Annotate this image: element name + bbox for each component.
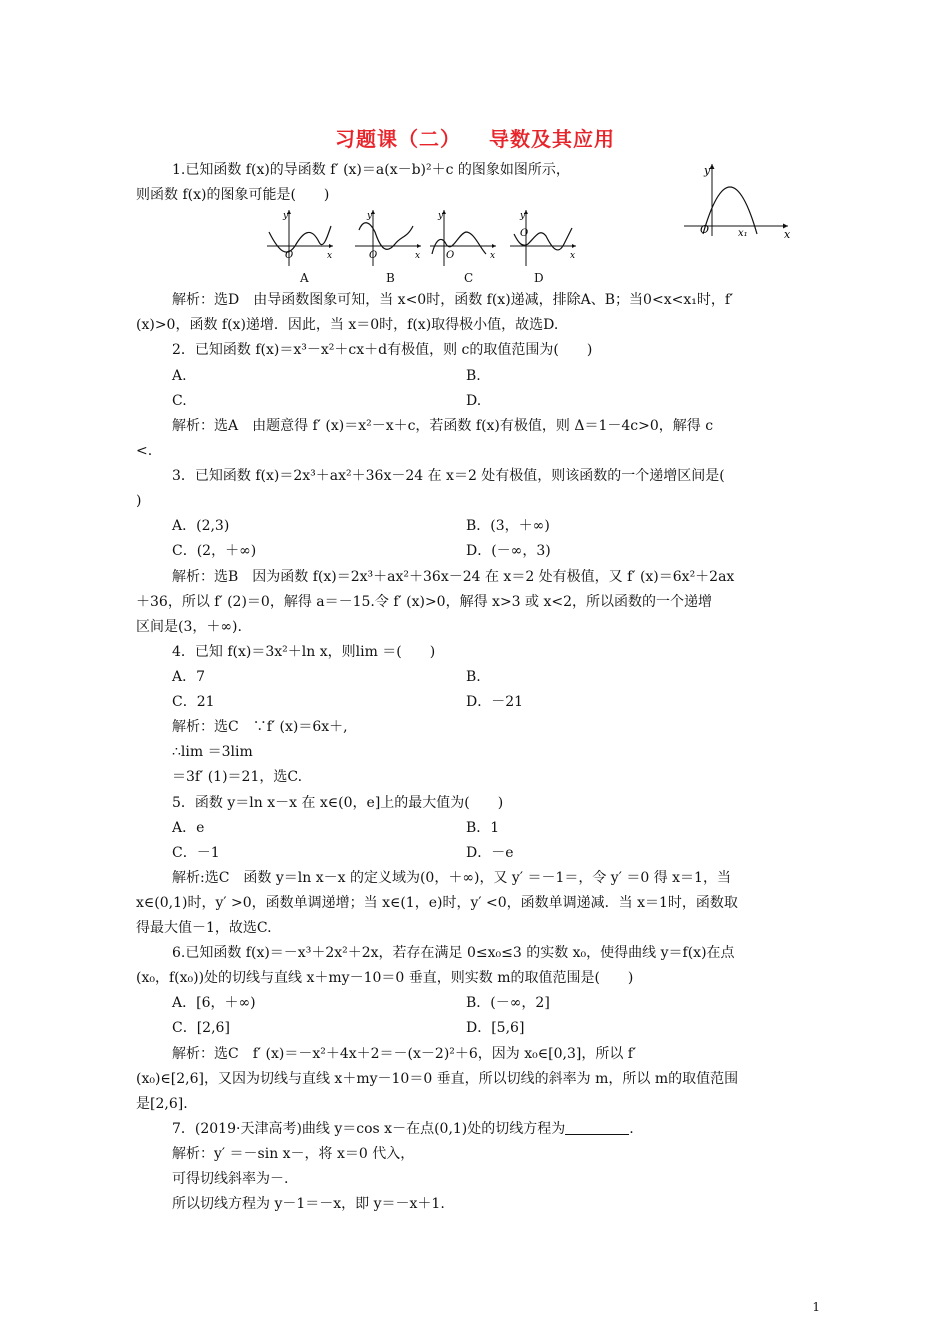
q1-answer-line1: 解析：选D 由导函数图象可知，当 x<0时，函数 f(x)递减，排除A、B；当0<x<x₁时，f′ (172, 292, 734, 308)
q4-option-b: B. (466, 669, 481, 685)
svg-text:O: O (369, 250, 378, 261)
svg-text:x: x (490, 251, 496, 261)
graph-x-label: x (784, 228, 791, 238)
q5-answer-line3: 得最大值－1，故选C. (136, 920, 272, 936)
q5-option-a: A．e (172, 820, 205, 836)
q1-answer-line2: (x)>0，函数 f(x)递增．因此，当 x＝0时，f(x)取得极小值，故选D. (136, 317, 559, 333)
q3-answer-line2: ＋36，所以 f′ (2)＝0，解得 a＝－15.令 f′ (x)>0，解得 x>3 或 x<2，所以函数的一个递增 (136, 594, 713, 610)
q6-option-d: D．[5,6] (466, 1020, 525, 1036)
svg-text:O: O (285, 250, 294, 261)
q3-answer-line1: 解析：选B 因为函数 f(x)＝2x³＋ax²＋36x－24 在 x＝2 处有极值，又 f′ (x)＝6x²＋2ax (172, 569, 735, 585)
q3-stem-line1: 3．已知函数 f(x)＝2x³＋ax²＋36x－24 在 x＝2 处有极值，则该函数的一个递增区间是( (172, 468, 725, 484)
q7-answer-line3: 所以切线方程为 y－1＝－x，即 y＝－x＋1. (172, 1196, 445, 1212)
q1-option-c-label: C (464, 271, 474, 285)
q6-option-a: A．[6，＋∞) (172, 995, 256, 1011)
svg-text:y: y (520, 211, 526, 221)
q1-option-a-label: A (300, 271, 309, 285)
q7-stem-end: . (629, 1121, 634, 1137)
q5-option-d: D．－e (466, 845, 514, 861)
q2-option-c: C. (172, 393, 187, 409)
q4-stem: 4．已知 f(x)＝3x²＋ln x，则lim ＝( ) (172, 644, 436, 660)
q7-answer-blank (565, 1120, 629, 1135)
option-a-graph (265, 208, 337, 268)
q2-option-b: B. (466, 368, 481, 384)
q2-option-a: A. (172, 368, 187, 384)
graph-origin-label: O (700, 223, 710, 236)
q6-option-c: C．[2,6] (172, 1020, 230, 1036)
svg-text:y: y (367, 211, 373, 221)
svg-text:x: x (327, 251, 333, 261)
page-number: 1 (812, 1300, 820, 1314)
q4-option-d: D．－21 (466, 694, 524, 710)
q7-stem-text: 7．(2019·天津高考)曲线 y＝cos x－在点(0,1)处的切线方程为 (172, 1121, 566, 1137)
q4-answer-line2: ∴lim ＝3lim (172, 744, 253, 760)
svg-text:O: O (520, 228, 529, 239)
q3-option-b: B．(3，＋∞) (466, 518, 550, 534)
q7-answer-line2: 可得切线斜率为－. (172, 1171, 289, 1187)
q5-answer-line2: x∈(0,1)时，y′ >0，函数单调递增；当 x∈(1，e)时，y′ <0，函数单调递减．当 x＝1时，函数取 (136, 895, 738, 911)
q6-stem-line1: 6.已知函数 f(x)＝－x³＋2x²＋2x，若存在满足 0≤x₀≤3 的实数 x₀，使得曲线 y＝f(x)在点 (172, 945, 735, 961)
q2-option-d: D. (466, 393, 482, 409)
q3-answer-line3: 区间是(3，＋∞). (136, 619, 242, 635)
q1-option-b-label: B (386, 271, 395, 285)
q1-stem-line2: 则函数 f(x)的图象可能是( ) (136, 187, 330, 203)
svg-text:O: O (446, 250, 455, 261)
q3-stem-line2: ) (136, 493, 142, 509)
q6-option-b: B．(－∞，2] (466, 995, 550, 1011)
graph-y-label: y (704, 164, 711, 177)
q7-stem (172, 1119, 634, 1139)
q7-answer-line1: 解析：y′ ＝－sin x－，将 x＝0 代入， (172, 1146, 415, 1162)
title-main: 习题课（二） (335, 127, 461, 151)
q4-answer-line1: 解析：选C ∵f′ (x)＝6x＋, (172, 719, 348, 735)
q6-answer-line3: 是[2,6]. (136, 1096, 188, 1112)
q4-option-c: C．21 (172, 694, 215, 710)
title-sub: 导数及其应用 (489, 127, 615, 151)
option-b-graph (353, 208, 425, 268)
svg-text:y: y (438, 211, 444, 221)
q5-option-b: B．1 (466, 820, 500, 836)
svg-text:x: x (570, 251, 576, 261)
option-c-graph (428, 208, 500, 268)
q4-answer-line3: ＝3f′ (1)＝21，选C. (172, 769, 303, 785)
svg-text:x: x (415, 251, 421, 261)
q6-stem-line2: (x₀，f(x₀))处的切线与直线 x＋my－10＝0 垂直，则实数 m的取值范围是( ) (136, 970, 634, 986)
derivative-graph (680, 160, 792, 238)
svg-text:y: y (283, 211, 289, 221)
q2-answer-line2: <. (136, 443, 153, 459)
q1-option-d-label: D (534, 271, 544, 285)
q2-stem: 2．已知函数 f(x)＝x³－x²＋cx＋d有极值，则 c的取值范围为( ) (172, 342, 593, 358)
q5-stem: 5．函数 y＝ln x－x 在 x∈(0，e]上的最大值为( ) (172, 795, 504, 811)
q3-option-a: A．(2,3) (172, 518, 230, 534)
q6-answer-line1: 解析：选C f′ (x)＝－x²＋4x＋2＝－(x－2)²＋6，因为 x₀∈[0,3]，所以 f′ (172, 1046, 637, 1062)
q4-option-a: A．7 (172, 669, 206, 685)
q5-option-c: C．－1 (172, 845, 220, 861)
q3-option-d: D．(－∞，3) (466, 543, 551, 559)
graph-x1-label: x₁ (738, 228, 748, 238)
q2-answer-line1: 解析：选A 由题意得 f′ (x)＝x²－x＋c，若函数 f(x)有极值，则 Δ＝1－4c>0，解得 c (172, 418, 714, 434)
q6-answer-line2: (x₀)∈[2,6]，又因为切线与直线 x＋my－10＝0 垂直，所以切线的斜率为 m，所以 m的取值范围 (136, 1071, 739, 1087)
page-title (0, 123, 950, 152)
q1-stem-line1: 1.已知函数 f(x)的导函数 f′ (x)＝a(x－b)²＋c 的图象如图所示， (172, 162, 570, 178)
q3-option-c: C．(2，＋∞) (172, 543, 257, 559)
q5-answer-line1: 解析:选C 函数 y＝ln x－x 的定义域为(0，＋∞)，又 y′ ＝－1＝，令 y′ ＝0 得 x＝1，当 (172, 870, 731, 886)
option-d-graph (508, 208, 580, 268)
